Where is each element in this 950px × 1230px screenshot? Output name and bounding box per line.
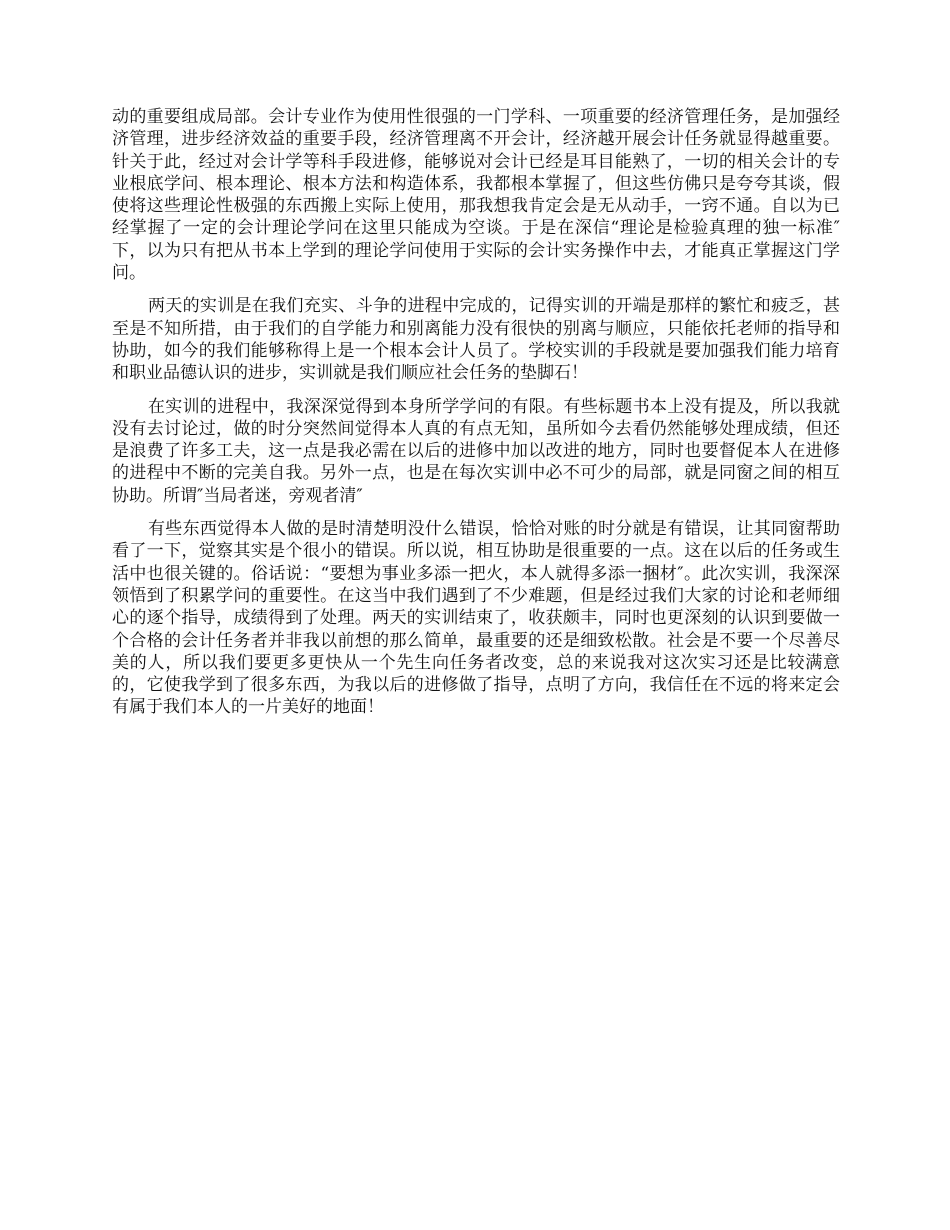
paragraph-3: 在实训的进程中，我深深觉得到本身所学学问的有限。有些标题书本上没有提及，所以我就没有去讨论过，做的时分突然间觉得本人真的有点无知，虽所如今去看仍然能够处理成绩，但还是浪费了许多工夫，这一点是我必需在以后的进修中加以改进的地方，同时也要督促本人在进修的进程中不断的完美自我。另外一点，也是在每次实训中必不可少的局部，就是同窗之间的相互协助。所谓″当局者迷，旁观者清″: [112, 396, 840, 506]
paragraph-1: 动的重要组成局部。会计专业作为使用性很强的一门学科、一项重要的经济管理任务，是加强经济管理，进步经济效益的重要手段，经济管理离不开会计，经济越开展会计任务就显得越重要。针关于此，经过对会计学等科手段进修，能够说对会计已经是耳目能熟了，一切的相关会计的专业根底学问、根本理论、根本方法和构造体系，我都根本掌握了，但这些仿佛只是夸夸其谈，假使将这些理论性极强的东西搬上实际上使用，那我想我肯定会是无从动手，一窍不通。自以为已经掌握了一定的会计理论学问在这里只能成为空谈。于是在深信“理论是检验真理的独一标准″下，以为只有把从书本上学到的理论学问使用于实际的会计实务操作中去，才能真正掌握这门学问。: [112, 107, 840, 284]
paragraph-4: 有些东西觉得本人做的是时清楚明没什么错误，恰恰对账的时分就是有错误，让其同窗帮助看了一下，觉察其实是个很小的错误。所以说，相互协助是很重要的一点。这在以后的任务或生活中也很关键的。俗话说：“要想为事业多添一把火，本人就得多添一捆材″。此次实训，我深深领悟到了积累学问的重要性。在这当中我们遇到了不少难题，但是经过我们大家的讨论和老师细心的逐个指导，成绩得到了处理。两天的实训结束了，收获颇丰，同时也更深刻的认识到要做一个合格的会计任务者并非我以前想的那么简单，最重要的还是细致松散。社会是不要一个尽善尽美的人，所以我们要更多更快从一个先生向任务者改变，总的来说我对这次实习还是比较满意的，它使我学到了很多东西，为我以后的进修做了指导，点明了方向，我信任在不远的将来定会有属于我们本人的一片美好的地面！: [112, 519, 840, 718]
document-body: [112, 106, 840, 730]
paragraph-2: 两天的实训是在我们充实、斗争的进程中完成的，记得实训的开端是那样的繁忙和疲乏，甚至是不知所措，由于我们的自学能力和别离能力没有很快的别离与顺应，只能依托老师的指导和协助，如今的我们能够称得上是一个根本会计人员了。学校实训的手段就是要加强我们能力培育和职业品德认识的进步，实训就是我们顺应社会任务的垫脚石！: [112, 296, 840, 384]
